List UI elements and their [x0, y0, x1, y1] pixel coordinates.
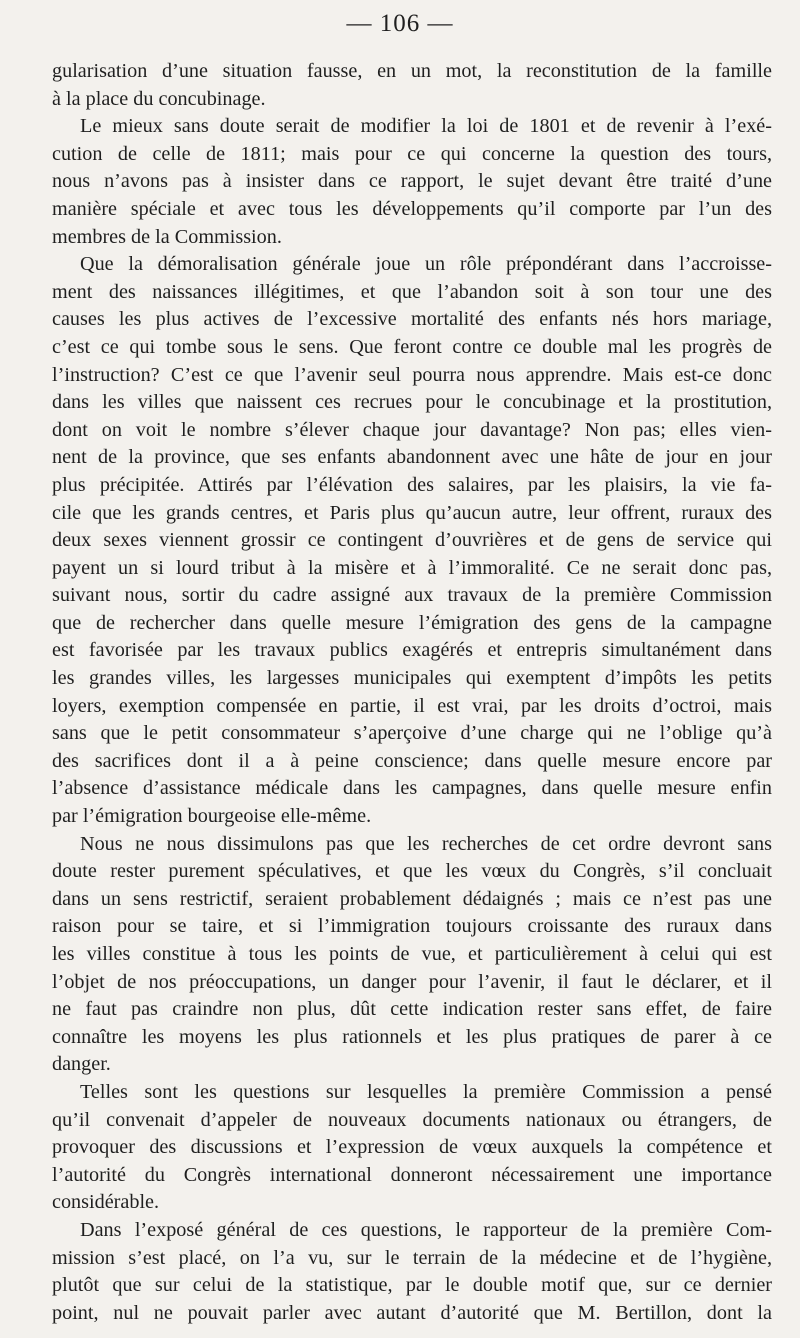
- text-line: à la place du concubinage.: [52, 87, 266, 110]
- text-line: suivant nous, sortir du cadre assigné aux travaux de la première Commission: [52, 584, 772, 607]
- text-line: qu’il convenait d’appeler de nouveaux documents nationaux ou étrangers, de: [52, 1108, 772, 1131]
- text-line: les villes constitue à tous les points de vue, et particulièrement à celui qui est: [52, 943, 772, 965]
- text-line: l’objet de nos préoccupations, un danger pour l’avenir, il faut le déclarer, et il: [52, 970, 772, 993]
- text-line: dans un sens restrictif, seraient probablement dédaignés ; mais ce n’est pas une: [52, 887, 772, 910]
- text-line: deux sexes viennent grossir ce contingent d’ouvrières et de gens de service qui: [52, 529, 772, 552]
- text-line: gularisation d’une situation fausse, en un mot, la reconstitution de la famille: [52, 60, 772, 82]
- text-line: l’absence d’assistance médicale dans les campagnes, dans quelle mesure enfin: [52, 777, 772, 800]
- text-line: plus précipitée. Attirés par l’élévation des salaires, par les plaisirs, la vie fa-: [52, 473, 772, 496]
- text-line: point, nul ne pouvait parler avec autant d’autorité que M. Bertillon, dont la: [52, 1301, 772, 1324]
- text-line: nous n’avons pas à insister dans ce rapport, le sujet devant être traité d’une: [52, 170, 772, 193]
- text-line: membres de la Commission.: [52, 225, 282, 248]
- text-line: manière spéciale et avec tous les développements qu’il comporte par l’un des: [52, 197, 772, 220]
- text-line: l’autorité du Congrès international donneront nécessairement une importance: [52, 1163, 772, 1186]
- text-line: nent de la province, que ses enfants abandonnent avec une hâte de jour en jour: [52, 446, 772, 469]
- text-line: provoquer des discussions et l’expression de vœux auxquels la compétence et: [52, 1136, 772, 1159]
- text-line: considérable.: [52, 1191, 160, 1214]
- text-line: raison pour se taire, et si l’immigration toujours croissante des ruraux dans: [52, 915, 772, 938]
- body-text: [52, 58, 772, 1327]
- text-line: cile que les grands centres, et Paris plus qu’aucun autre, leur offrent, ruraux des: [52, 501, 772, 524]
- text-line: payent un si lourd tribut à la misère et à l’immoralité. Ce ne serait donc pas,: [52, 556, 772, 579]
- text-line: mission s’est placé, on l’a vu, sur le terrain de la médecine et de l’hygiène,: [52, 1246, 772, 1269]
- text-line: Nous ne nous dissimulons pas que les recherches de cet ordre devront sans: [80, 832, 772, 855]
- text-line: ne faut pas craindre non plus, dût cette indication rester sans effet, de faire: [52, 998, 772, 1021]
- text-line: par l’émigration bourgeoise elle-même.: [52, 805, 372, 828]
- page-number-header: — 106 —: [346, 10, 454, 37]
- text-line: cution de celle de 1811; mais pour ce qui concerne la question des tours,: [52, 142, 772, 165]
- text-line: c’est ce qui tombe sous le sens. Que feront contre ce double mal les progrès de: [52, 335, 772, 358]
- text-line: Que la démoralisation générale joue un rôle prépondérant dans l’accroisse-: [80, 253, 772, 276]
- text-line: causes les plus actives de l’excessive mortalité des enfants nés hors mariage,: [52, 308, 772, 331]
- text-line: les grandes villes, les largesses municipales qui exemptent d’impôts les petits: [52, 667, 772, 690]
- text-line: danger.: [52, 1053, 111, 1076]
- text-line: doute rester purement spéculatives, et que les vœux du Congrès, s’il concluait: [52, 860, 772, 883]
- text-line: Le mieux sans doute serait de modifier la loi de 1801 et de revenir à l’exé-: [80, 115, 772, 138]
- text-line: connaître les moyens les plus rationnels et les plus pratiques de parer à ce: [52, 1025, 772, 1048]
- text-line: loyers, exemption compensée en partie, il est vrai, par les droits d’octroi, mais: [52, 694, 772, 717]
- text-line: dont on voit le nombre s’élever chaque jour davantage? Non pas; elles vien-: [52, 418, 772, 441]
- text-line: ment des naissances illégitimes, et que l’abandon soit à son tour une des: [52, 280, 772, 303]
- text-line: que de rechercher dans quelle mesure l’émigration des gens de la campagne: [52, 611, 772, 634]
- text-line: sans que le petit consommateur s’aperçoive d’une charge qui ne l’oblige qu’à: [52, 722, 772, 745]
- text-line: est favorisée par les travaux publics exagérés et entrepris simultanément dans: [52, 639, 772, 662]
- text-line: des sacrifices dont il a à peine conscience; dans quelle mesure encore par: [52, 749, 772, 772]
- text-line: dans les villes que naissent ces recrues pour le concubinage et la prostitution,: [52, 391, 772, 414]
- text-line: l’instruction? C’est ce que l’avenir seul pourra nous apprendre. Mais est-ce donc: [52, 363, 772, 386]
- text-line: plutôt que sur celui de la statistique, par le double motif que, sur ce dernier: [52, 1274, 772, 1297]
- text-line: Telles sont les questions sur lesquelles la première Commission a pensé: [80, 1080, 772, 1103]
- text-line: Dans l’exposé général de ces questions, le rapporteur de la première Com-: [80, 1218, 772, 1241]
